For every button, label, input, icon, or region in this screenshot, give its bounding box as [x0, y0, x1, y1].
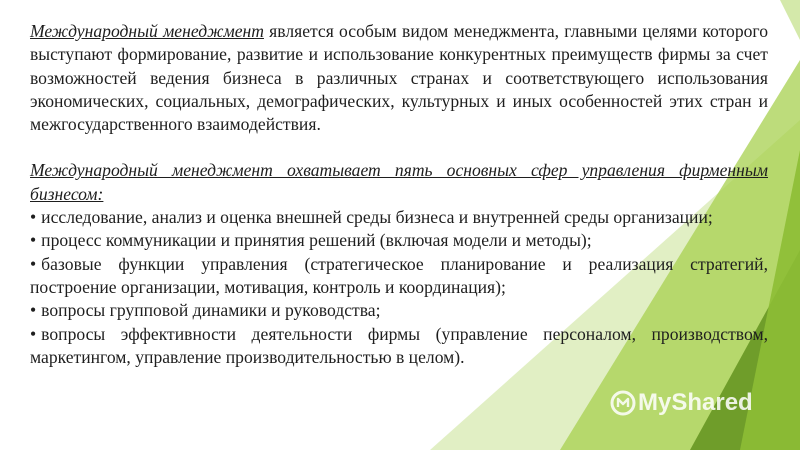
bullet-icon: • [30, 207, 37, 228]
list-item-text: вопросы групповой динамики и руководства; [41, 300, 381, 321]
list-item-text: исследование, анализ и оценка внешней среды бизнеса и внутренней среды организации; [41, 207, 713, 228]
list-item [30, 206, 768, 229]
list-item [30, 299, 768, 322]
bullet-icon: • [30, 230, 37, 251]
list-item [30, 229, 768, 252]
spheres-heading-paragraph [30, 159, 768, 206]
definition-text: является особым видом менеджмента, главными целями которого выступают формирование, развитие и использование конкурентных преимуществ фирмы за счет возможностей ведения бизнеса в различных странах и соответствующего использования экономических, социальных, демографических, культурных и иных особенностей этих стран и межгосударственного взаимодействия. [30, 21, 768, 135]
bullet-icon: • [30, 300, 37, 321]
term-heading: Международный менеджмент [30, 21, 264, 41]
definition-paragraph [30, 20, 768, 136]
list-item-text: вопросы эффективности деятельности фирмы (управление персоналом, производством, маркетингом, управление производительностью в целом). [30, 323, 768, 367]
list-item-text: базовые функции управления (стратегическое планирование и реализация стратегий, построение организации, мотивация, контроль и координация); [30, 253, 768, 297]
bullet-icon: • [30, 253, 37, 274]
list-item-text: процесс коммуникации и принятия решений (включая модели и методы); [41, 230, 592, 251]
myshared-watermark [610, 389, 753, 417]
slide-content [30, 20, 768, 369]
list-item [30, 323, 768, 370]
spheres-heading: Международный менеджмент охватывает пять основных сфер управления фирменным бизнесом: [30, 160, 768, 204]
watermark-text: MyShared [638, 389, 753, 416]
list-item [30, 253, 768, 300]
myshared-logo-icon [610, 390, 636, 416]
bullet-icon: • [30, 323, 37, 344]
